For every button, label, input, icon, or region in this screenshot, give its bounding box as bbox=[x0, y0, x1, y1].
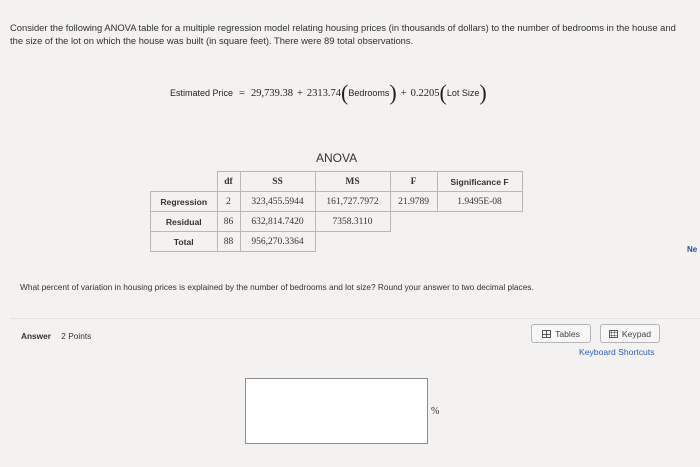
table-row bbox=[151, 192, 523, 212]
equation-plus-1: + bbox=[296, 87, 303, 99]
header-ms: MS bbox=[315, 172, 390, 192]
equation-coef-lotsize: 0.2205 bbox=[410, 87, 440, 99]
cell-ss: 323,455.5944 bbox=[240, 192, 315, 212]
equation-intercept: 29,739.38 bbox=[250, 87, 293, 99]
equation-plus-2: + bbox=[400, 87, 407, 99]
header-significance-f: Significance F bbox=[437, 172, 522, 192]
cell-significance-f: 1.9495E-08 bbox=[437, 192, 522, 212]
answer-input[interactable] bbox=[245, 378, 428, 444]
answer-points: 2 Points bbox=[61, 331, 92, 341]
anova-title: ANOVA bbox=[316, 151, 358, 165]
question-text: Consider the following ANOVA table for a multiple regression model relating housing prices (in thousands of dollars) to the number of bedrooms in the house and the size of the lot on which the house was built (in square feet). There were 89 total observations. bbox=[10, 22, 676, 46]
row-label: Total bbox=[151, 232, 218, 252]
keyboard-shortcuts-link[interactable]: Keyboard Shortcuts bbox=[579, 347, 655, 357]
table-icon bbox=[542, 330, 551, 338]
regression-equation: Estimated Price = 29,739.38 + 2313.74 ( Bedrooms ) + 0.2205 ( Lot Size ) bbox=[170, 80, 487, 105]
keypad-button[interactable] bbox=[600, 324, 660, 343]
cell-ss: 632,814.7420 bbox=[240, 212, 315, 232]
cell-df: 2 bbox=[217, 192, 240, 212]
header-f: F bbox=[390, 172, 437, 192]
answer-label: Answer bbox=[21, 331, 51, 341]
header-ss: SS bbox=[240, 172, 315, 192]
tables-label: Tables bbox=[555, 328, 580, 339]
table-row bbox=[151, 232, 523, 252]
equation-equals: = bbox=[239, 87, 245, 99]
row-label: Residual bbox=[151, 212, 218, 232]
cell-ss: 956,270.3364 bbox=[240, 232, 315, 252]
next-button-partial[interactable]: Ne bbox=[687, 245, 698, 254]
equation-lhs: Estimated Price bbox=[170, 88, 234, 98]
table-row bbox=[151, 212, 523, 232]
equation-coef-bedrooms: 2313.74 bbox=[306, 87, 341, 99]
divider bbox=[10, 318, 700, 319]
equation-var-lotsize: Lot Size bbox=[446, 88, 480, 98]
answer-header bbox=[21, 331, 91, 341]
cell-df: 88 bbox=[217, 232, 240, 252]
header-df: df bbox=[217, 172, 240, 192]
tables-button[interactable] bbox=[531, 324, 591, 343]
cell-ms: 161,727.7972 bbox=[315, 192, 390, 212]
cell-f: 21.9789 bbox=[390, 192, 437, 212]
table-header-row bbox=[151, 172, 523, 192]
question-prompt: What percent of variation in housing prices is explained by the number of bedrooms and lot size? Round your answer to two decimal places. bbox=[20, 282, 534, 292]
keypad-icon bbox=[609, 330, 618, 338]
percent-unit: % bbox=[431, 406, 440, 417]
cell-ms: 7358.3110 bbox=[315, 212, 390, 232]
cell-df: 86 bbox=[217, 212, 240, 232]
anova-table bbox=[150, 171, 523, 252]
equation-var-bedrooms: Bedrooms bbox=[348, 88, 390, 98]
row-label: Regression bbox=[151, 192, 218, 212]
keypad-label: Keypad bbox=[621, 328, 652, 339]
